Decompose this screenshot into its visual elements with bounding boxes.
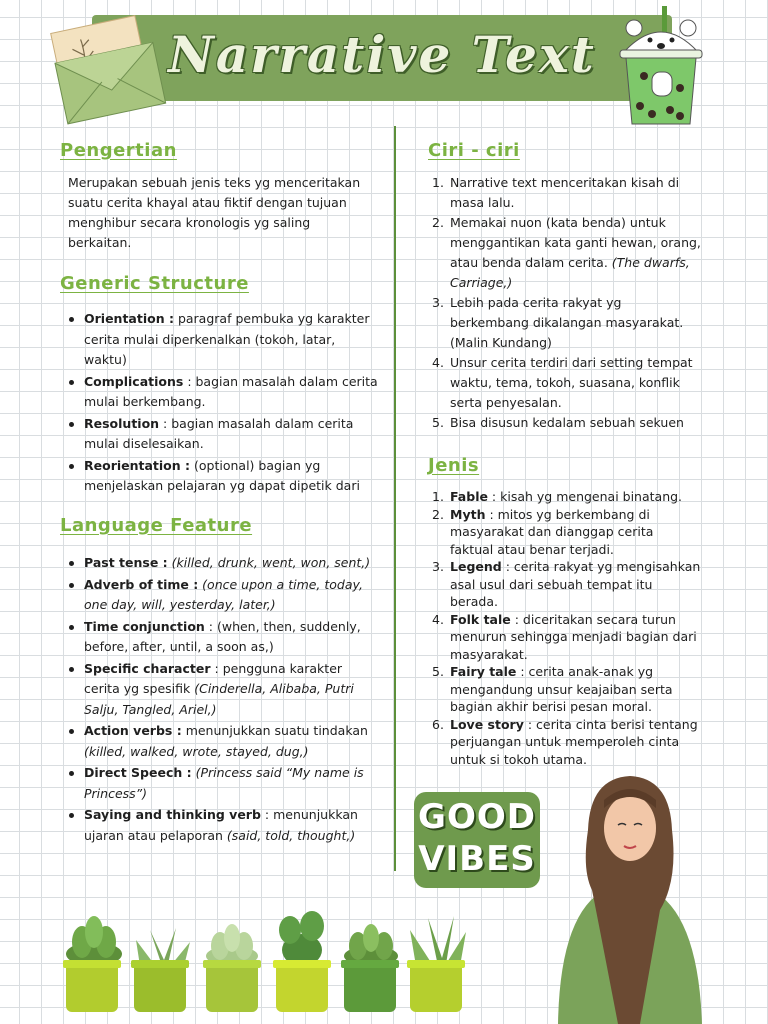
item-text: (said, told, thought,) [226, 827, 356, 843]
good-vibes-text [414, 796, 540, 888]
pengertian-text [68, 173, 378, 253]
item-term: Direct Speech : [84, 765, 192, 780]
item-text: : cerita anak-anak yg [516, 664, 654, 679]
item-text: masyarakat dan dianggap cerita [450, 524, 654, 539]
list-item [428, 716, 728, 769]
item-text: (The dwarfs, [611, 255, 690, 270]
jenis-heading: Jenis [428, 455, 480, 476]
item-term: Action verbs : [84, 723, 182, 738]
list-item [428, 293, 728, 353]
item-text: masa lalu. [450, 195, 515, 210]
list-item [62, 553, 382, 574]
text-line: menghibur secara kronologis yg saling [68, 215, 311, 230]
item-text: (Princess said “My name is [191, 765, 364, 780]
item-text: : kisah yg mengenai binatang. [487, 489, 683, 504]
item-term: Adverb of time : [84, 576, 199, 592]
list-item [428, 488, 728, 506]
item-text: Lebih pada cerita rakyat yg [450, 295, 622, 310]
item-number: 1. [432, 489, 444, 504]
item-text: serta penyesalan. [450, 395, 562, 410]
item-text: : menunjukkan [260, 807, 358, 822]
item-term: Past tense : [84, 555, 168, 570]
item-text: masyarakat. [450, 646, 528, 662]
list-item [62, 659, 382, 721]
plant-pot [66, 962, 118, 1012]
item-text: one day, will, yesterday, later,) [84, 597, 276, 612]
list-item [428, 413, 728, 433]
item-term: Complications [84, 373, 184, 389]
item-text: berada. [450, 594, 498, 609]
list-item [428, 663, 728, 716]
cactus-icon [276, 908, 328, 966]
plant-pot [134, 962, 186, 1012]
item-text: : bagian masalah dalam cerita [159, 415, 354, 431]
item-text: menggantikan kata ganti hewan, orang, [450, 235, 701, 250]
item-text: Bisa disusun kedalam sebuah sekuen [450, 415, 684, 430]
item-text: Memakai nuon (kata benda) untuk [450, 215, 666, 230]
ciri-list [428, 173, 728, 433]
aloe-plant-icon [408, 912, 468, 966]
item-text: waktu) [84, 352, 127, 367]
item-text: (killed, walked, wrote, stayed, dug,) [84, 743, 309, 759]
hijab-girl-illustration [548, 770, 708, 1024]
item-text: faktual atau benar terjadi. [450, 541, 614, 557]
list-item [428, 353, 728, 413]
list-item [62, 721, 382, 762]
item-text: : cerita cinta berisi tentang [523, 716, 698, 732]
plant-pot [276, 962, 328, 1012]
sticker-line: VIBES [418, 839, 536, 879]
item-number: 2. [432, 215, 444, 230]
item-text: : diceritakan secara turun [510, 611, 676, 627]
item-number: 4. [432, 611, 444, 627]
list-item [62, 372, 382, 413]
text-line: berkaitan. [68, 235, 132, 250]
item-text: paragraf pembuka yg karakter [173, 311, 370, 326]
bubble-tea-cup-illustration [618, 6, 708, 130]
item-text: ujaran atau pelaporan [84, 827, 227, 843]
item-number: 4. [432, 355, 444, 370]
item-text: (Cinderella, Alibaba, Putri [194, 681, 354, 696]
item-text: (optional) bagian yg [190, 457, 321, 473]
item-term: Specific character [84, 660, 211, 676]
list-item [62, 805, 382, 846]
plant-pot [206, 962, 258, 1012]
item-text: mengandung unsur keajaiban serta [450, 681, 673, 697]
item-number: 3. [432, 559, 444, 574]
item-text: mulai diselesaikan. [84, 436, 204, 451]
item-text: : mitos yg berkembang di [485, 506, 650, 522]
sticker-line: GOOD [418, 797, 536, 837]
list-item [62, 456, 382, 497]
item-text: Narrative text menceritakan kisah di [450, 175, 680, 190]
item-text: atau benda dalam cerita. [450, 255, 612, 270]
item-text: (killed, drunk, went, won, sent,) [167, 555, 371, 570]
item-text: bagian akhir berisi pesan moral. [450, 699, 652, 714]
item-text: mulai berkembang. [84, 394, 206, 409]
list-item [428, 506, 728, 559]
item-text: : cerita rakyat yg mengisahkan [501, 559, 701, 574]
plant-pot [410, 962, 462, 1012]
envelope-illustration [50, 12, 170, 130]
list-item [62, 309, 382, 371]
list-item [62, 414, 382, 455]
pengertian-heading: Pengertian [60, 140, 177, 161]
item-text: cerita mulai diperkenalkan (tokoh, latar, [84, 331, 336, 347]
item-number: 5. [432, 664, 444, 679]
generic-structure-heading: Generic Structure [60, 273, 249, 294]
item-number: 5. [432, 415, 444, 430]
list-item [428, 213, 728, 293]
item-term: Myth [450, 506, 486, 522]
item-text: : (when, then, suddenly, [204, 618, 361, 634]
ciri-heading: Ciri - ciri [428, 140, 520, 161]
succulent-icon [62, 914, 126, 966]
language-feature-list [62, 553, 382, 847]
item-text: berkembang dikalangan masyarakat. [450, 315, 684, 330]
item-text: : bagian masalah dalam cerita [183, 373, 378, 389]
item-number: 1. [432, 175, 444, 190]
item-text: Carriage,) [450, 275, 513, 290]
language-feature-heading: Language Feature [60, 515, 253, 536]
item-term: Fable [450, 489, 488, 504]
plant-pot [344, 962, 396, 1012]
list-item [428, 558, 728, 611]
item-text: Salju, Tangled, Ariel,) [84, 701, 217, 717]
item-term: Fairy tale [450, 664, 517, 679]
item-term: Resolution [84, 415, 160, 431]
item-term: Saying and thinking verb [84, 807, 261, 822]
jenis-list [428, 488, 728, 768]
list-item [428, 173, 728, 213]
item-text: untuk si tokoh utama. [450, 751, 588, 767]
item-text: (Malin Kundang) [450, 335, 552, 350]
item-text: Princess”) [84, 785, 148, 801]
text-line: suatu cerita khayal atau fiktif dengan tujuan [68, 195, 347, 210]
item-term: Legend [450, 559, 502, 574]
item-number: 6. [432, 716, 444, 732]
item-text: cerita yg spesifik [84, 681, 195, 696]
item-text: menjelaskan pelajaran yg dapat dipetik dari [84, 478, 360, 493]
text-line: Merupakan sebuah jenis teks yg menceritakan [68, 175, 361, 190]
page-title: Narrative Text [168, 25, 596, 84]
item-text: asal usul dari sebuah tempat itu [450, 576, 653, 592]
item-number: 2. [432, 506, 444, 522]
item-text: Unsur cerita terdiri dari setting tempat [450, 355, 693, 370]
list-item [62, 763, 382, 804]
list-item [62, 617, 382, 658]
item-text: menurun sehingga menjadi bagian dari [450, 629, 697, 644]
generic-structure-list [62, 309, 382, 498]
item-text: before, after, until, a soon as,) [84, 639, 274, 654]
item-term: Time conjunction [84, 618, 205, 634]
list-item [62, 575, 382, 616]
item-text: waktu, tema, tokoh, suasana, konflik [450, 375, 680, 390]
item-text: : pengguna karakter [210, 660, 343, 676]
column-divider [394, 126, 396, 871]
item-term: Orientation : [84, 311, 174, 326]
item-term: Folk tale [450, 611, 511, 627]
item-term: Love story [450, 716, 524, 732]
item-text: perjuangan untuk memperoleh cinta [450, 734, 680, 749]
item-number: 3. [432, 295, 444, 310]
item-text: menunjukkan suatu tindakan [181, 723, 368, 738]
item-text: (once upon a time, today, [198, 576, 363, 592]
item-term: Reorientation : [84, 457, 191, 473]
list-item [428, 611, 728, 664]
